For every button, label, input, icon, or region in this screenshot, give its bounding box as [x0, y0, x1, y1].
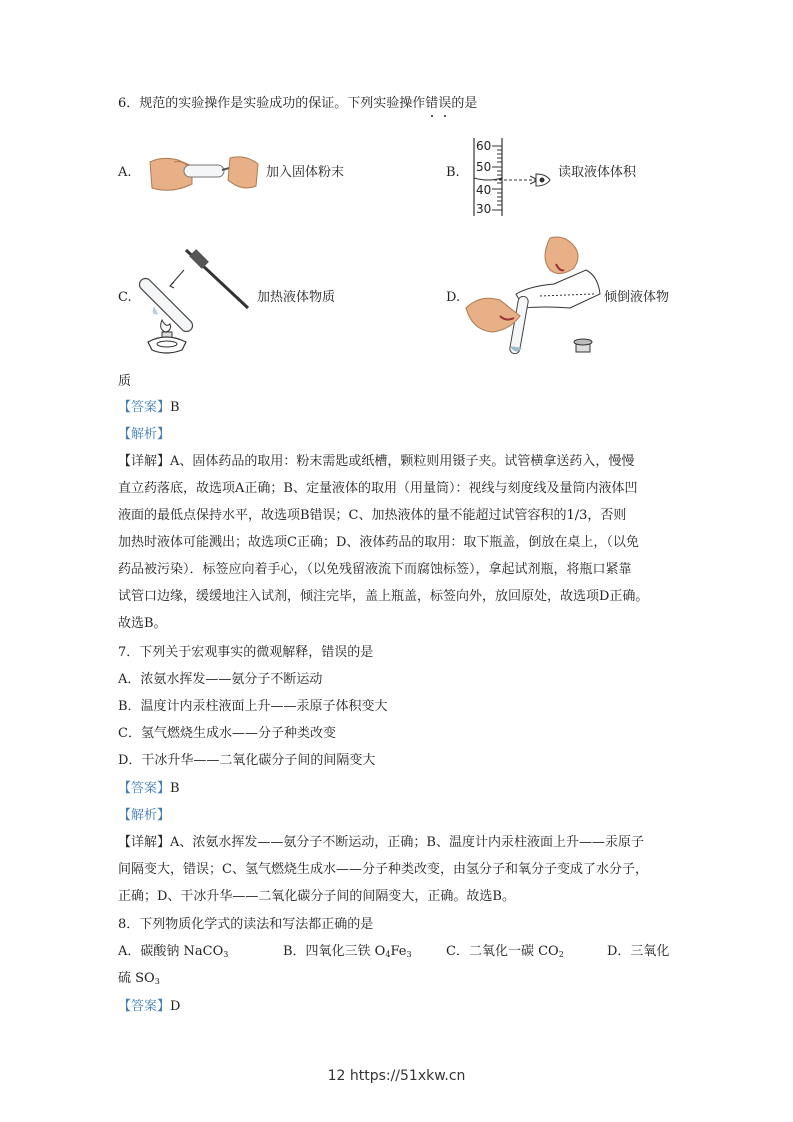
- q7-stem: 7．下列关于宏观事实的微观解释，错误的是: [118, 645, 374, 660]
- q8-answer: 【答案】D: [118, 999, 181, 1014]
- q6-stem: 6．规范的实验操作是实验成功的保证。下列实验操作错误的是: [118, 94, 477, 114]
- q6-option-d-caption: 倾倒液体物: [604, 290, 670, 305]
- q7-detail-line-2: 间隔变大，错误；C、氢气燃烧生成水——分子种类改变，由氢分子和氧分子变成了水分子，: [118, 862, 648, 877]
- q6-overflow-text: 质: [118, 374, 132, 389]
- q8-option-d-continued: 硫 $SO_3$: [118, 971, 160, 986]
- q6-detail-line-7: 故选B。: [118, 616, 167, 631]
- q6-analysis-tag: 【解析】: [118, 427, 171, 442]
- q6-detail-line-6: 试管口边缘，缓缓地注入试剂，倾注完毕，盖上瓶盖，标签向外，放回原处，故选项D正确。: [118, 589, 649, 604]
- q6-detail-line-4: 加热时液体可能溅出；故选项C正确；D、液体药品的取用：取下瓶盖，倒放在桌上，（以免: [118, 535, 639, 550]
- heat-liquid-illustration: [140, 234, 254, 356]
- q8-option-d: D．三氧化: [607, 944, 670, 959]
- page-footer: 12 https://51xkw.cn: [327, 1068, 466, 1084]
- q6-option-c-caption: 加热液体物质: [257, 290, 336, 305]
- q8-option-a: A．碳酸钠 NaCO$_3$: [118, 944, 229, 959]
- add-solid-powder-illustration: [148, 150, 260, 198]
- q6-option-c-letter: C.: [118, 290, 132, 305]
- q6-option-a-caption: 加入固体粉末: [266, 165, 345, 180]
- q8-option-c: C．二氧化一碳 $CO_2$: [446, 944, 564, 959]
- q7-detail-line-3: 正确；D、干冰升华——二氧化碳分子间的间隔变大，正确。故选B。: [118, 889, 515, 904]
- q7-option-d: D．干冰升华——二氧化碳分子间的间隔变大: [118, 753, 376, 768]
- q8-option-b: B．四氧化三铁 $O_4Fe_3$: [283, 944, 412, 959]
- q6-option-b-caption: 读取液体体积: [558, 165, 637, 180]
- q7-answer: 【答案】B: [118, 781, 180, 796]
- q8-stem: 8．下列物质化学式的读法和写法都正确的是: [118, 917, 374, 932]
- q6-detail-line-1: 【详解】A、固体药品的取用：粉末需匙或纸槽，颗粒则用镊子夹。试管横拿送药入，慢慢: [118, 454, 635, 469]
- q6-option-b-letter: B.: [446, 165, 460, 180]
- q6-option-d-letter: D.: [446, 290, 461, 305]
- q7-option-c: C．氢气燃烧生成水——分子种类改变: [118, 726, 336, 741]
- pour-liquid-illustration: [464, 234, 604, 358]
- q6-detail-line-3: 液面的最低点保持水平，故选项B错误；C、加热液体的量不能超过试管容积的1/3，否则: [118, 508, 627, 523]
- q7-analysis-tag: 【解析】: [118, 808, 171, 823]
- q6-detail-line-2: 直立药落底，故选项A正确；B、定量液体的取用（用量筒）：视线与刻度线及量筒内液体凹: [118, 481, 638, 496]
- q6-answer: 【答案】B: [118, 400, 180, 415]
- q6-stem-emphasis: 错误: [425, 96, 451, 111]
- q7-detail-line-1: 【详解】A、浓氨水挥发——氨分子不断运动，正确；B、温度计内汞柱液面上升——汞原子: [118, 835, 644, 850]
- q7-option-b: B．温度计内汞柱液面上升——汞原子体积变大: [118, 699, 388, 714]
- q6-option-a-letter: A.: [118, 165, 132, 180]
- q6-detail-line-5: 药品被污染）．标签应向着手心，（以免残留液流下而腐蚀标签），拿起试剂瓶，将瓶口紧靠: [118, 562, 632, 577]
- q7-option-a: A．浓氨水挥发——氨分子不断运动: [118, 672, 323, 687]
